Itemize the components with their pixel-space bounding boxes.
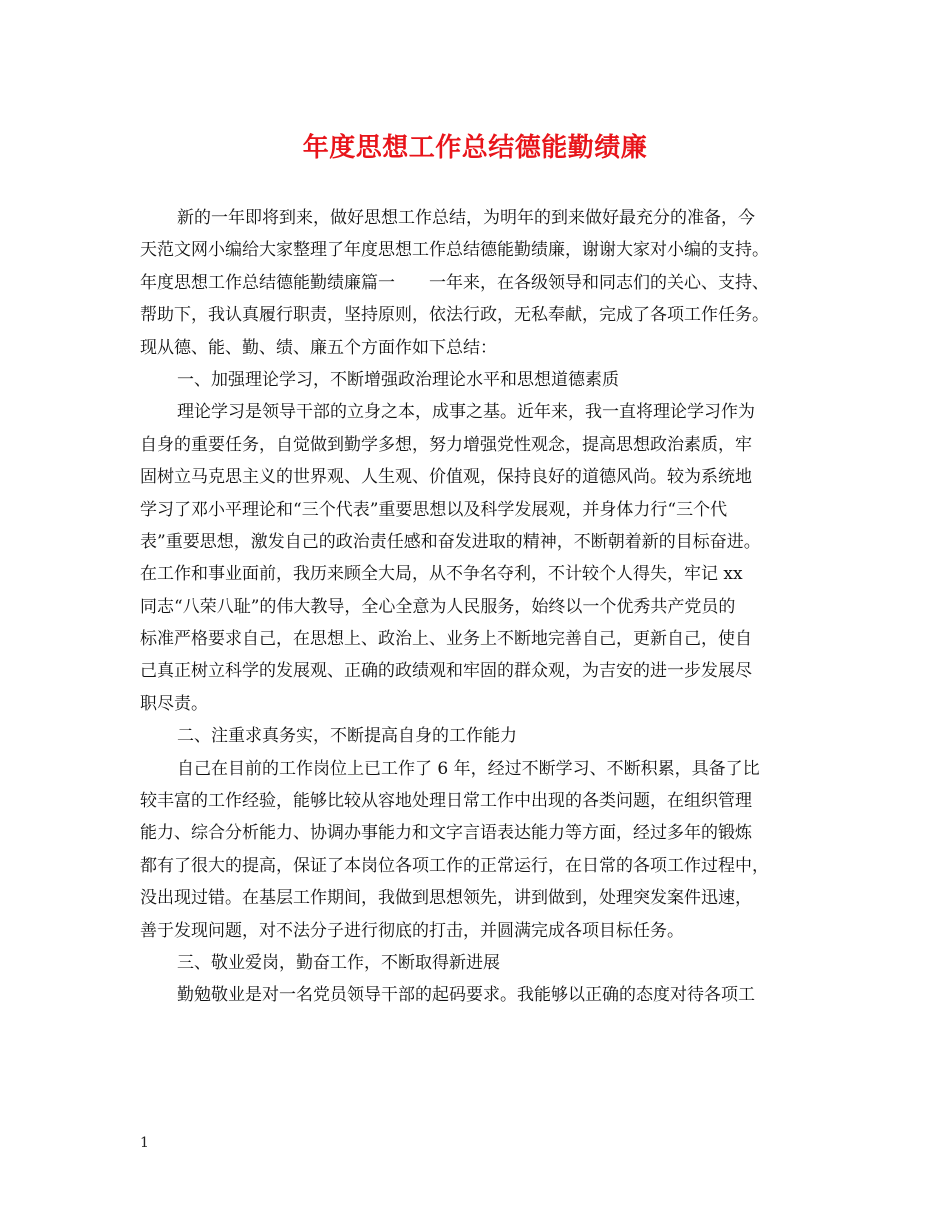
body-line: 新的一年即将到来，做好思想工作总结，为明年的到来做好最充分的准备，今 [177,208,755,228]
body-line: 较丰富的工作经验，能够比较从容地处理日常工作中出现的各类问题，在组织管理 [140,791,752,812]
page-number: 1 [140,1135,149,1151]
body-line: 年度思想工作总结德能勤绩廉篇一 一年来，在各级领导和同志们的关心、支持、 [140,272,769,293]
body-line: 二、注重求真务实，不断提高自身的工作能力 [177,726,517,747]
body-line: 自身的重要任务，自觉做到勤学多想，努力增强党性观念，提高思想政治素质，牢 [140,434,752,455]
body-line: 自己在目前的工作岗位上已工作了 6 年，经过不断学习、不断积累，具备了比 [177,758,760,779]
body-line: 职尽责。 [140,693,208,714]
body-line: 学习了邓小平理论和“三个代表”重要思想以及科学发展观，并身体力行“三个代 [140,499,728,520]
body-line: 三、敬业爱岗，勤奋工作，不断取得新进展 [177,952,500,973]
body-line: 标准严格要求自己，在思想上、政治上、业务上不断地完善自己，更新自己，使自 [140,629,752,650]
body-line: 天范文网小编给大家整理了年度思想工作总结德能勤绩廉，谢谢大家对小编的支持。 [140,240,769,261]
body-line: 能力、综合分析能力、协调办事能力和文字言语表达能力等方面，经过多年的锻炼 [140,823,752,844]
body-line: 都有了很大的提高，保证了本岗位各项工作的正常运行，在日常的各项工作过程中， [140,855,769,876]
body-line: 帮助下，我认真履行职责，坚持原则，依法行政，无私奉献，完成了各项工作任务。 [140,305,769,326]
document-body [140,202,812,1012]
body-line: 善于发现问题，对不法分子进行彻底的打击，并圆满完成各项目标任务。 [140,920,684,941]
body-line: 己真正树立科学的发展观、正确的政绩观和牢固的群众观，为吉安的进一步发展尽 [140,661,752,682]
body-line: 在工作和事业面前，我历来顾全大局，从不争名夺利，不计较个人得失，牢记 xx [140,564,743,585]
body-line: 表”重要思想，激发自己的政治责任感和奋发进取的精神，不断朝着新的目标奋进。 [140,531,761,552]
body-line: 现从德、能、勤、绩、廉五个方面作如下总结： [140,337,497,358]
body-line: 勤勉敬业是对一名党员领导干部的起码要求。我能够以正确的态度对待各项工 [177,985,755,1006]
body-line: 理论学习是领导干部的立身之本，成事之基。近年来，我一直将理论学习作为 [177,402,755,423]
body-line: 没出现过错。在基层工作期间，我做到思想领先，讲到做到，处理突发案件迅速， [140,888,752,909]
body-line: 固树立马克思主义的世界观、人生观、价值观，保持良好的道德风尚。较为系统地 [140,467,752,488]
document-title: 年度思想工作总结德能勤绩廉 [302,133,648,163]
body-line: 一、加强理论学习，不断增强政治理论水平和思想道德素质 [177,369,619,390]
body-line: 同志“八荣八耻”的伟大教导，全心全意为人民服务，始终以一个优秀共产党员的 [140,596,736,617]
